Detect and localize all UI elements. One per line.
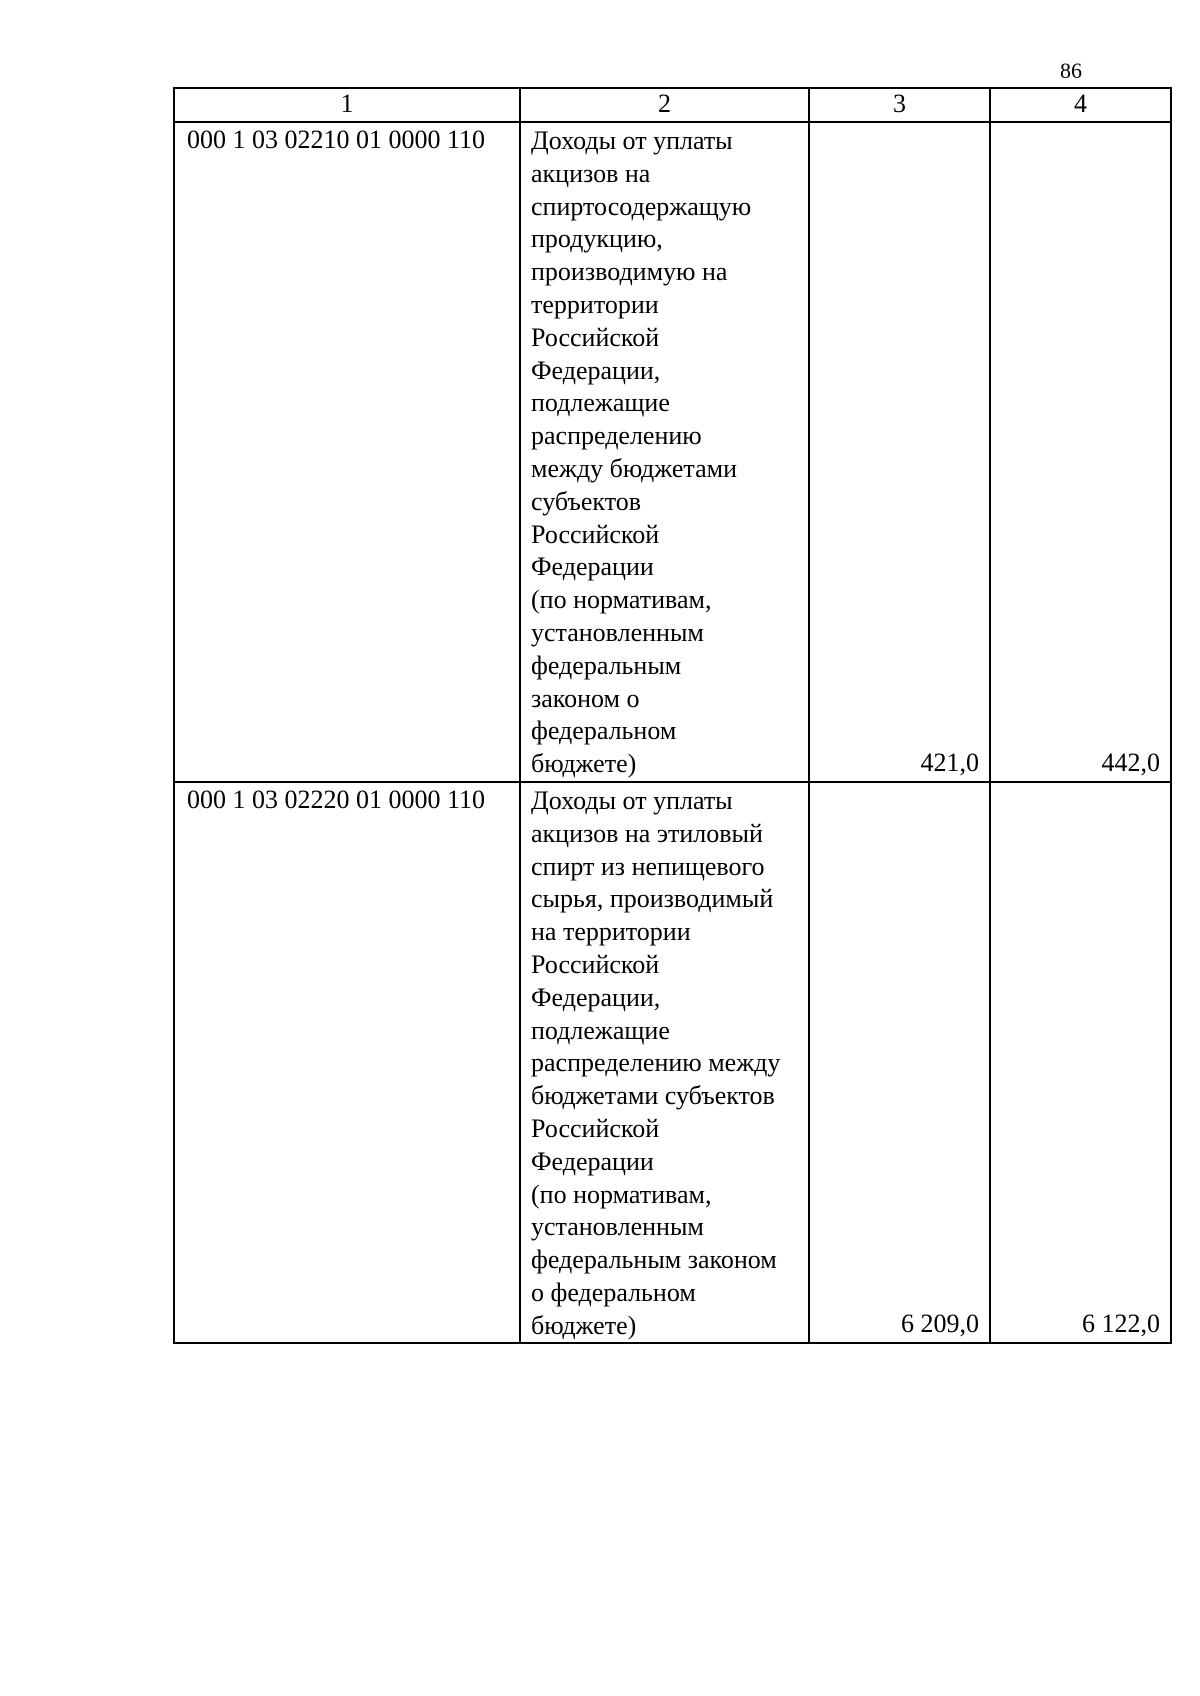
description-line: законом о <box>531 683 640 713</box>
description-line: продукцию, <box>531 224 663 254</box>
description-line: Федерации <box>531 552 654 582</box>
description-line: акцизов на <box>531 158 651 188</box>
header-cell-4: 4 <box>990 88 1171 122</box>
description-line: установленным <box>531 1212 704 1242</box>
description-line: Российской <box>531 519 660 549</box>
description-line: между бюджетами <box>531 453 737 483</box>
description-line: Российской <box>531 949 660 979</box>
description-line: Федерации, <box>531 355 661 385</box>
description-line: Федерации <box>531 1146 654 1176</box>
budget-code-cell: 000 1 03 02220 01 0000 110 <box>174 782 520 1344</box>
description-line: территории <box>531 289 659 319</box>
description-line: Доходы от уплаты <box>531 785 733 815</box>
description-cell <box>520 782 809 1344</box>
description-line: подлежащие <box>531 388 670 418</box>
description-line: бюджете) <box>531 749 637 779</box>
amount-col3-cell: 6 209,0 <box>809 782 990 1344</box>
description-line: спиртосодержащую <box>531 191 752 221</box>
page-number: 86 <box>1060 58 1082 83</box>
description-line: федеральным <box>531 650 682 680</box>
description-line: (по нормативам, <box>531 585 712 615</box>
table-row <box>174 122 1171 782</box>
amount-col4-cell: 442,0 <box>990 122 1171 782</box>
description-line: подлежащие <box>531 1015 670 1045</box>
header-cell-3: 3 <box>809 88 990 122</box>
description-line: бюджетами субъектов <box>531 1081 775 1111</box>
description-line: на территории <box>531 917 691 947</box>
description-cell <box>520 122 809 782</box>
description-line: Российской <box>531 322 660 352</box>
description-line: федеральном <box>531 716 677 746</box>
budget-table <box>173 87 1172 1344</box>
description-line: Федерации, <box>531 982 661 1012</box>
description-line: Доходы от уплаты <box>531 126 733 155</box>
description-line: бюджете) <box>531 1310 637 1340</box>
description-line: сырья, производимый <box>531 884 774 914</box>
table-row <box>174 782 1171 1344</box>
description-line: производимую на <box>531 257 728 287</box>
description-line: распределению <box>531 421 702 451</box>
description-line: федеральным законом <box>531 1245 777 1275</box>
description-line: распределению между <box>531 1048 781 1078</box>
budget-code-cell: 000 1 03 02210 01 0000 110 <box>174 122 520 782</box>
description-line: Российской <box>531 1113 660 1143</box>
description-line: установленным <box>531 617 704 647</box>
amount-col3-cell: 421,0 <box>809 122 990 782</box>
header-cell-1: 1 <box>174 88 520 122</box>
amount-col4-cell: 6 122,0 <box>990 782 1171 1344</box>
description-line: о федеральном <box>531 1277 696 1307</box>
description-line: спирт из непищевого <box>531 851 765 881</box>
table-header-row <box>174 88 1171 122</box>
description-line: субъектов <box>531 486 642 516</box>
description-line: акцизов на этиловый <box>531 818 763 848</box>
header-cell-2: 2 <box>520 88 809 122</box>
description-line: (по нормативам, <box>531 1179 712 1209</box>
